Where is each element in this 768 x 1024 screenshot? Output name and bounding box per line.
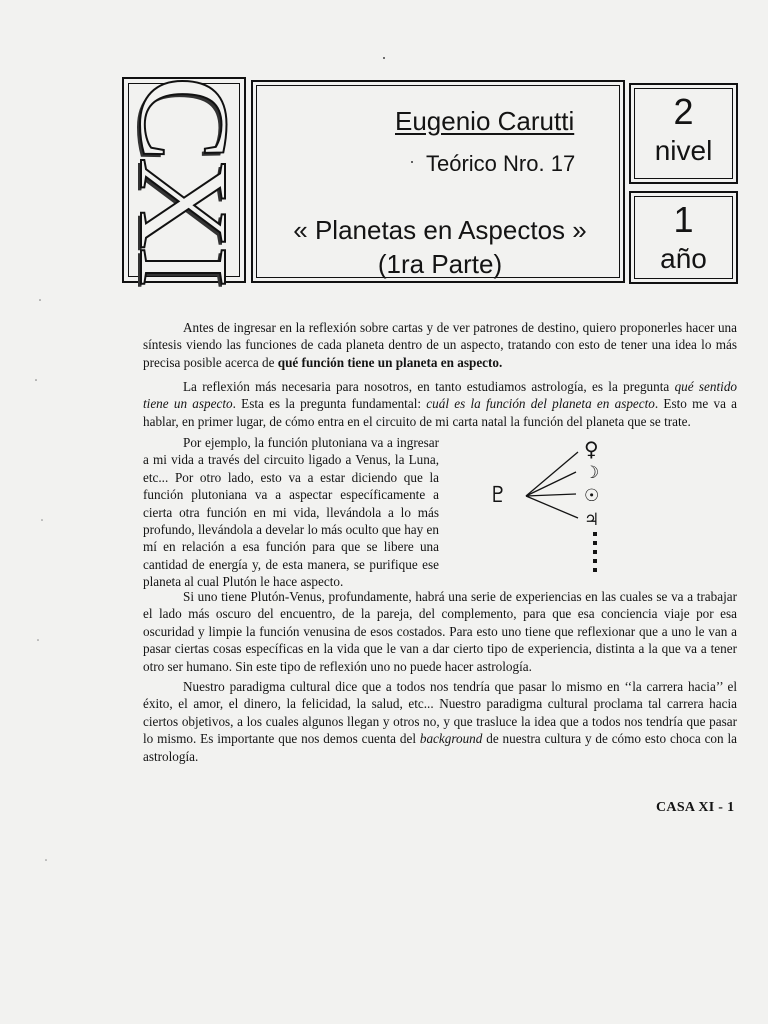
paragraph-2-text-b: . Esta es la pregunta fundamental: bbox=[232, 396, 427, 412]
paragraph-1 bbox=[143, 319, 737, 371]
paragraph-2-italic-a: qué sentido tiene un aspecto bbox=[143, 379, 738, 412]
pluto-symbol: ♇ bbox=[488, 483, 508, 508]
paragraph-1-text: Antes de ingresar en la reflexión sobre cartas y de ver patrones de destino, quiero proponerles hacer una síntesis viendo las funciones de cada planeta dentro de un aspecto, tratando con esto de tener una idea lo más precisa posible acerca de bbox=[143, 320, 737, 370]
author-name: Eugenio Carutti bbox=[395, 106, 575, 136]
paragraph-5-text-a: Nuestro paradigma cultural dice que a todos nos tendría que pasar lo mismo en ‘‘la carrera hacia’’ el éxito, el amor, el dinero, la felicidad, la salud, etc... Nuestro paradigma cultural proclama tal carrera hacia ciertos objetivos, a los cuales algunos llegan y otros no, y que trasluce la idea que a todos nos tendría que pasar lo mismo. Es importante que nos demos cuenta del bbox=[143, 679, 737, 747]
aspect-diagram bbox=[480, 432, 620, 582]
year-box bbox=[629, 191, 738, 284]
logo: CXI bbox=[113, 75, 255, 285]
paragraph-5-italic: background bbox=[419, 731, 483, 747]
paragraph-5 bbox=[143, 678, 737, 765]
level-number: 2 bbox=[673, 91, 694, 132]
level-box bbox=[629, 83, 738, 184]
logo-box bbox=[113, 75, 255, 285]
jupiter-symbol: ♃ bbox=[584, 510, 600, 530]
continuation-dots bbox=[593, 532, 597, 572]
year-label: año bbox=[660, 243, 707, 274]
topic-subtitle: (1ra Parte) bbox=[377, 249, 503, 279]
sun-symbol: ☉ bbox=[584, 486, 600, 506]
lesson-number: Teórico Nro. 17 bbox=[426, 151, 576, 176]
venus-symbol: ♀ bbox=[584, 437, 599, 461]
level-label: nivel bbox=[654, 135, 713, 166]
paragraph-2-italic-b: cuál es la función del planeta en aspecto bbox=[426, 396, 655, 412]
paragraph-1-bold: qué función tiene un planeta en aspecto. bbox=[277, 354, 503, 370]
paragraph-3: Por ejemplo, la función plutoniana va a ingresar a mi vida a través del circuito ligado a Venus, la Luna, etc... Por otro lado, esto va a estar diciendo que la función plutoniana va a aspectar específicamente a cierta otra función en mi vida, llevándola a lo más profundo, llevándola a develar lo más oculto que hay en mí en relación a esa función para que se libere una cantidad de energía y, de esta manera, se purifique ese planeta al cual Plutón le hace aspecto. bbox=[143, 435, 439, 590]
paragraph-2-text-c: . Esto me va a hablar, en primer lugar, de cómo entra en el circuito de mi carta natal la función del planeta que se trate. bbox=[143, 396, 738, 429]
paragraph-2 bbox=[143, 378, 737, 430]
moon-symbol: ☽ bbox=[584, 463, 600, 483]
paragraph-4: Si uno tiene Plutón-Venus, profundamente, habrá una serie de experiencias en las cuales se va a trabajar el lado más oscuro del encuentro, de la pareja, del complemento, para que esa conciencia viaje por esa oscuridad y limpie la función venusina de esos costados. Para esto uno tiene que reflexionar que a uno le van a pasar ciertas cosas específicas en la vida que le van a dar cierto tipo de experiencia, distinta a la que va a tener otro ser humano. Sin este tipo de reflexión uno no puede hacer astrología. bbox=[143, 589, 737, 674]
page-footer: CASA XI - 1 bbox=[656, 800, 735, 815]
year-number: 1 bbox=[673, 199, 694, 240]
paragraph-5-text-b: de nuestra cultura y de cómo esto choca con la astrología. bbox=[143, 731, 737, 764]
aspect-lines bbox=[526, 452, 578, 518]
topic-title: « Planetas en Aspectos » bbox=[293, 215, 587, 245]
paragraph-2-text-a: La reflexión más necesaria para nosotros, en tanto estudiamos astrología, es la pregunta bbox=[183, 379, 675, 394]
